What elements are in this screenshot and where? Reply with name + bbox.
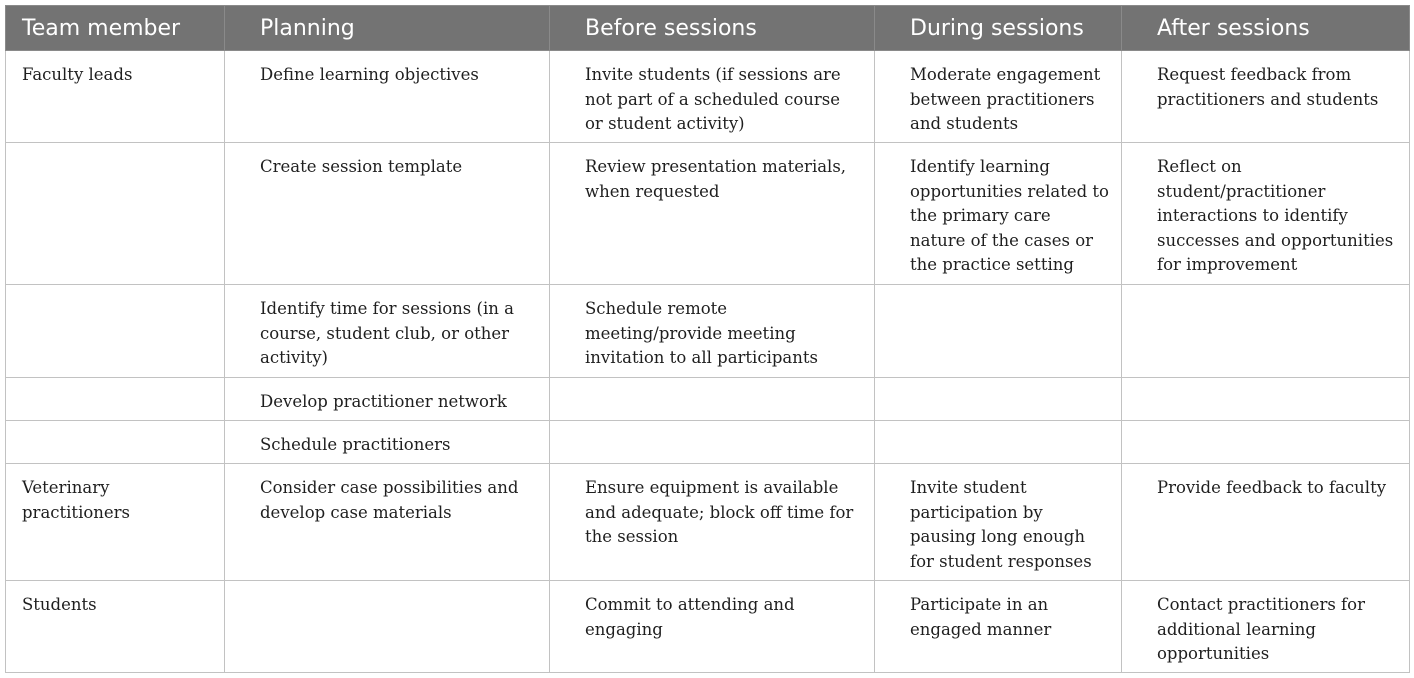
cell-before-sessions: Ensure equipment is available and adequate; block off time for the session: [550, 464, 875, 581]
cell-during-sessions: Moderate engagement between practitioners and students: [875, 51, 1122, 143]
cell-planning: Schedule practitioners: [225, 421, 550, 464]
cell-after-sessions: Contact practitioners for additional learning opportunities: [1122, 581, 1410, 673]
header-before-sessions: Before sessions: [550, 6, 875, 51]
table-row: [6, 143, 1410, 285]
cell-during-sessions: [875, 378, 1122, 421]
cell-after-sessions: Reflect on student/practitioner interactions to identify successes and opportunities for improvement: [1122, 143, 1410, 285]
header-row: [6, 6, 1410, 51]
table-row: [6, 581, 1410, 673]
cell-team-member: [6, 143, 225, 285]
cell-team-member: [6, 378, 225, 421]
cell-after-sessions: Request feedback from practitioners and students: [1122, 51, 1410, 143]
cell-planning: [225, 581, 550, 673]
header-after-sessions: After sessions: [1122, 6, 1410, 51]
cell-after-sessions: Provide feedback to faculty: [1122, 464, 1410, 581]
cell-before-sessions: Commit to attending and engaging: [550, 581, 875, 673]
roles-table: [5, 5, 1410, 673]
cell-during-sessions: Invite student participation by pausing long enough for student responses: [875, 464, 1122, 581]
cell-during-sessions: [875, 285, 1122, 378]
cell-planning: Define learning objectives: [225, 51, 550, 143]
cell-before-sessions: Review presentation materials, when requested: [550, 143, 875, 285]
cell-planning: Create session template: [225, 143, 550, 285]
cell-team-member: Veterinary practitioners: [6, 464, 225, 581]
table-row: [6, 464, 1410, 581]
table-header: [6, 6, 1410, 51]
cell-team-member: Faculty leads: [6, 51, 225, 143]
cell-after-sessions: [1122, 378, 1410, 421]
cell-after-sessions: [1122, 421, 1410, 464]
cell-before-sessions: Invite students (if sessions are not part of a scheduled course or student activity): [550, 51, 875, 143]
cell-planning: Develop practitioner network: [225, 378, 550, 421]
table-row: [6, 421, 1410, 464]
header-during-sessions: During sessions: [875, 6, 1122, 51]
table-row: [6, 51, 1410, 143]
header-planning: Planning: [225, 6, 550, 51]
cell-team-member: [6, 285, 225, 378]
cell-planning: Consider case possibilities and develop case materials: [225, 464, 550, 581]
cell-before-sessions: [550, 378, 875, 421]
table-row: [6, 285, 1410, 378]
cell-team-member: [6, 421, 225, 464]
table-row: [6, 378, 1410, 421]
cell-after-sessions: [1122, 285, 1410, 378]
cell-planning: Identify time for sessions (in a course, student club, or other activity): [225, 285, 550, 378]
cell-during-sessions: Identify learning opportunities related to the primary care nature of the cases or the practice setting: [875, 143, 1122, 285]
cell-before-sessions: Schedule remote meeting/provide meeting invitation to all participants: [550, 285, 875, 378]
table-body: [6, 51, 1410, 673]
cell-during-sessions: [875, 421, 1122, 464]
cell-team-member: Students: [6, 581, 225, 673]
cell-during-sessions: Participate in an engaged manner: [875, 581, 1122, 673]
header-team-member: Team member: [6, 6, 225, 51]
cell-before-sessions: [550, 421, 875, 464]
